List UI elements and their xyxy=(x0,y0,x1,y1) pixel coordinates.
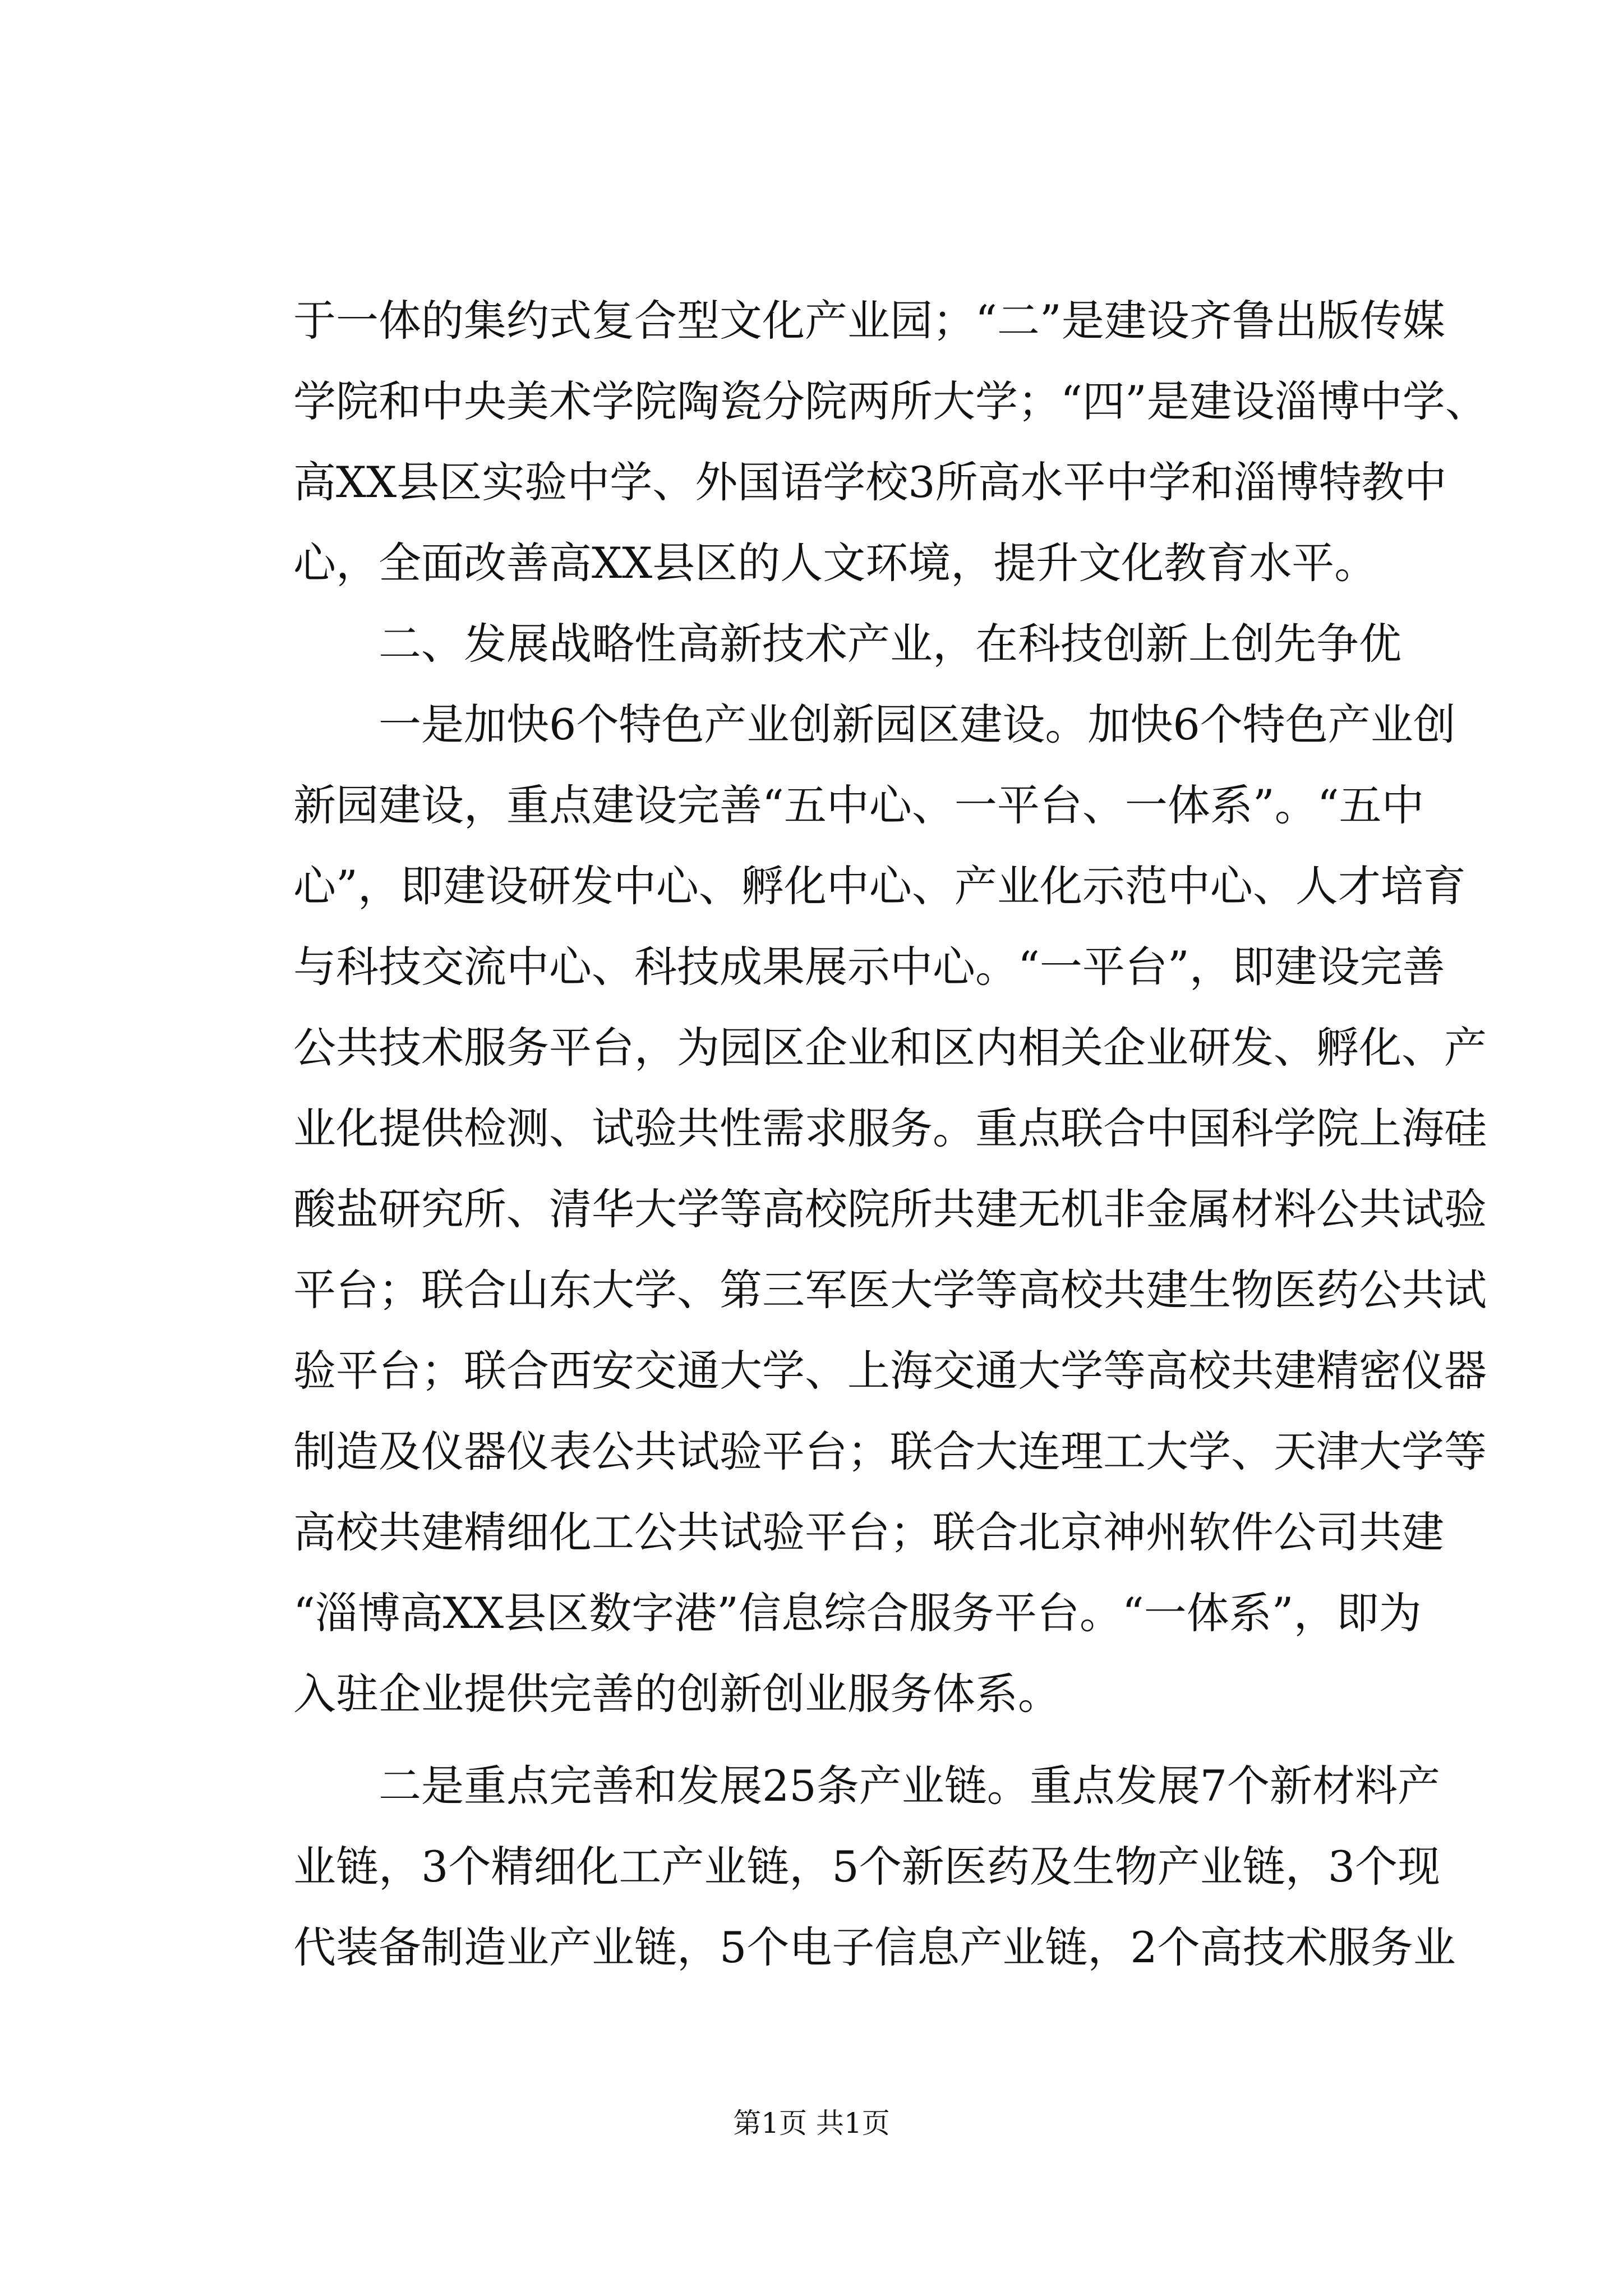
section-heading: 二、发展战略性高新技术产业，在科技创新上创先争优 xyxy=(379,619,1401,669)
paragraph-line: 新园建设，重点建设完善“五中心、一平台、一体系”。“五中 xyxy=(293,780,1424,830)
paragraph-line: 高XX县区实验中学、外国语学校3所高水平中学和淄博特教中 xyxy=(293,457,1447,507)
paragraph-line: 代装备制造业产业链，5个电子信息产业链，2个高技术服务业 xyxy=(293,1922,1456,1972)
page-number-label: 第1页 共1页 xyxy=(733,2107,890,2139)
paragraph-line: 学院和中央美术学院陶瓷分院两所大学；“四”是建设淄博中学、 xyxy=(293,376,1488,426)
body-text xyxy=(293,280,1488,1988)
paragraph-line: 业链，3个精细化工产业链，5个新医药及生物产业链，3个现 xyxy=(293,1842,1441,1892)
paragraph-line: 一是加快6个特色产业创新园区建设。加快6个特色产业创 xyxy=(379,700,1456,749)
paragraph-line: 高校共建精细化工公共试验平台；联合北京神州软件公司共建 xyxy=(293,1507,1444,1557)
paragraph-line: 制造及仪器仪表公共试验平台；联合大连理工大学、天津大学等 xyxy=(293,1427,1487,1476)
paragraph-line: “淄博高XX县区数字港”信息综合服务平台。“一体系”，即为 xyxy=(293,1588,1422,1638)
paragraph-line: 与科技交流中心、科技成果展示中心。“一平台”，即建设完善 xyxy=(293,942,1445,992)
paragraph-spacer xyxy=(293,1734,1412,1746)
paragraph-line: 心”，即建设研发中心、孵化中心、产业化示范中心、人才培育 xyxy=(293,861,1466,911)
paragraph-line: 平台；联合山东大学、第三军医大学等高校共建生物医药公共试 xyxy=(293,1265,1487,1315)
paragraph-line: 酸盐研究所、清华大学等高校院所共建无机非金属材料公共试验 xyxy=(293,1184,1487,1234)
paragraph-line: 于一体的集约式复合型文化产业园；“二”是建设齐鲁出版传媒 xyxy=(293,296,1445,346)
paragraph-line: 公共技术服务平台，为园区企业和区内相关企业研发、孵化、产 xyxy=(293,1023,1487,1073)
paragraph-line: 心，全面改善高XX县区的人文环境，提升文化教育水平。 xyxy=(293,538,1377,588)
paragraph-line: 二是重点完善和发展25条产业链。重点发展7个新材料产 xyxy=(379,1761,1441,1811)
paragraph-line: 入驻企业提供完善的创新创业服务体系。 xyxy=(293,1669,1061,1719)
paragraph-line: 业化提供检测、试验共性需求服务。重点联合中国科学院上海硅 xyxy=(293,1103,1487,1153)
page-footer xyxy=(0,2104,1623,2143)
paragraph-line: 验平台；联合西安交通大学、上海交通大学等高校共建精密仪器 xyxy=(293,1346,1487,1396)
